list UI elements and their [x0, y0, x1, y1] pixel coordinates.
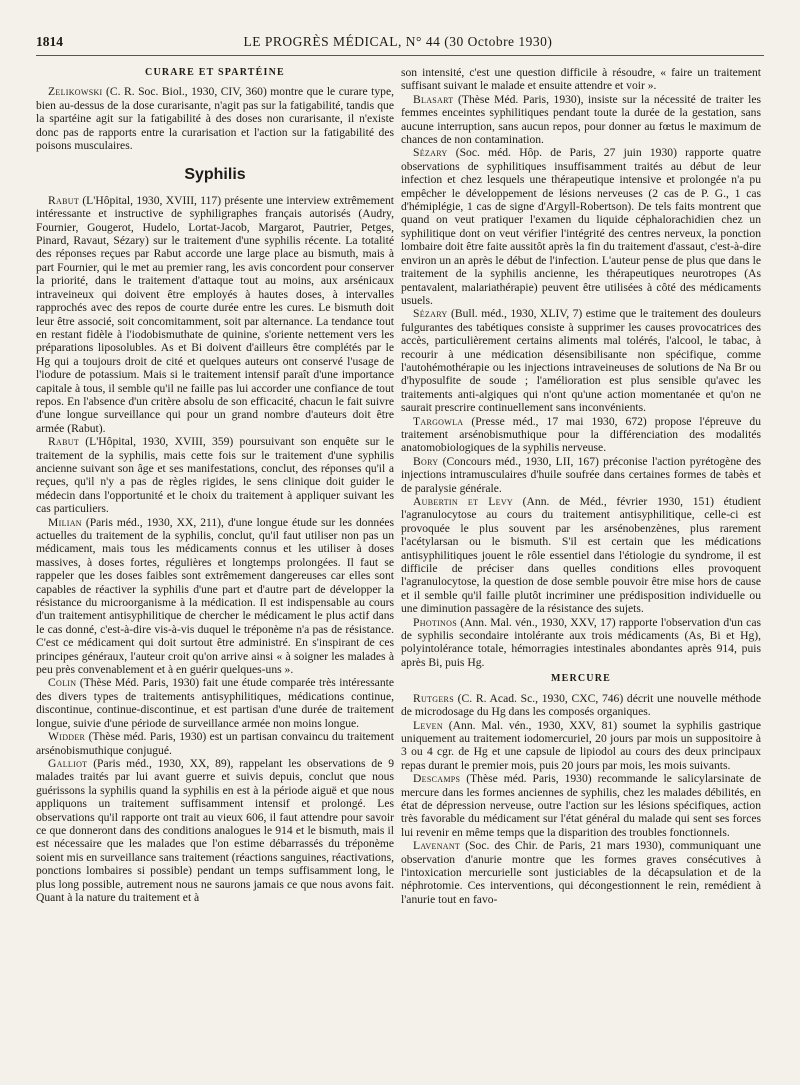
author-name: Galliot — [48, 756, 88, 770]
paragraph-text: (Soc. méd. Hôp. de Paris, 27 juin 1930) rapporte quatre observations de syphilitiques insuffisamment traités au début de leur infection et chez lesquels une thérapeutique intensive et prolongée n'a pu empêcher le développement de lésions nerveuses (2 cas de P. G., 1 cas d'hémiplégie, 1 cas de signe d'Argyll-Robertson). De tels faits montrent que quand on veut pratiquer l'examen du liquide céphalorachidien chez un syphilitique dont on veut vérifier l'intégrité des centres nerveux, la ponction lombaire doit être faite aussitôt après la fin du traitement d'assaut, c'est-à-dire environ un an après le début de l'infection. L'auteur pense de plus que dans le traitement de la syphilis ancienne, les thérapeutiques neurotropes (As pentavalent, malariathérapie) peuvent être utilisées à côté des médicaments usuels. — [401, 146, 761, 307]
paragraph-text: (Soc. des Chir. de Paris, 21 mars 1930), communiquant une observation d'anurie montre que les formes graves consécutives à l'intoxication mercurielle sont justiciables de la décapsulation et de la néphrotomie. Ces interventions, qui décongestionnent le rein, remédient à l'anurie tout en favo- — [401, 839, 761, 906]
section-heading-syphilis: Syphilis — [184, 166, 246, 184]
paragraph-text: (C. R. Soc. Biol., 1930, CIV, 360) montre que le curare type, bien au-dessus de la dose curarisante, n'agit pas sur la fatigabilité, tandis que la spartéine agit sur la fatigabilité à des doses non curarisante, il n'existe donc pas de rapports entre la curarisation et l'action sur la fatigabilité des poisons musculaires. — [36, 85, 394, 153]
author-name: Milian — [48, 515, 82, 529]
author-name: Widder — [48, 730, 86, 744]
paragraph-text: (Thèse Méd. Paris, 1930), insiste sur la nécessité de traiter les femmes enceintes syphilitiques pendant toute la durée de la gestation, sans aucune interruption, sans aucun repos, pour donner au fœtus le maximum de chances de non contamination. — [401, 92, 761, 147]
paragraph — [401, 146, 761, 307]
page-header — [34, 32, 762, 52]
author-name: Rabut — [48, 193, 80, 207]
author-name: Blasart — [413, 92, 454, 106]
paragraph-text: (Concours méd., 1930, LII, 167) préconise l'action pyrétogène des injections intramusculaires d'huile soufrée dans certaines formes de tabès et de paralysie générale. — [401, 454, 761, 495]
paragraph — [36, 85, 394, 152]
paragraph — [401, 307, 761, 414]
paragraph — [36, 435, 394, 515]
paragraph — [36, 730, 394, 757]
paragraph — [36, 516, 394, 677]
page-number: 1814 — [36, 34, 63, 49]
paragraph-text: (Thèse méd. Paris, 1930) recommande le salicylarsinate de mercure dans les formes anciennes de syphilis, chez les malades débilités, en état de dépression nerveuse, outre l'action sur les lésions spécifiques, action très favorable du médicament sur l'état général du malade qui sent ses forces lui revenir en même temps que la disparition des troubles fonctionnels. — [401, 772, 761, 839]
header-rule — [36, 55, 764, 56]
paragraph-text: (Thèse méd. Paris, 1930) est un partisan convaincu du traitement arsénobismuthique conjugué. — [36, 730, 394, 757]
paragraph-text: (Paris méd., 1930, XX, 89), rappelant les observations de 9 malades traités par lui avant guerre et suivis depuis, conclut que nous guérissons la syphilis quand la syphilis en est à la période aiguë et que nous appliquons un traitement suffisamment intensif et prolongé. Les observations qu'il rapporte ont trait au vieux 606, il faut attendre pour savoir ce que donneront dans des conditions analogues le 914 et le bismuth, mais il est nécessaire que les malades que l'on estime débarrassés du tréponème soient mis en surveillance sans traitement (réactions sanguines, réactivations, ponctions lombaires si possible) pendant un temps suffisamment long, le plus long possible, autrement nous ne saurons jamais ce que nous avons fait. Quant à la nature du traitement et à — [36, 756, 395, 904]
paragraph — [401, 839, 761, 906]
author-name: Bory — [413, 454, 439, 468]
section-heading-mercure: MERCURE — [550, 673, 612, 685]
author-name: Zelikowski — [48, 85, 103, 99]
paragraph-text: (Bull. méd., 1930, XLIV, 7) estime que le traitement des douleurs fulgurantes des tabétiques consiste à supprimer les causes provocatrices des accès, particulièrement certains aliments mal tolérés, l'alcool, le tabac, à recourir à une médication désensibilisante non spécifique, comme l'autohémothérapie ou les injections intraveineuses de solutions de Na Br ou d'hyposulfite de soude ; l'amélioration est plus sensible qu'avec les traitements anti-algiques qui n'ont qu'une action momentanée et qu'on ne saurait prescrire continuellement sans inconvénients. — [401, 307, 761, 415]
paragraph — [401, 719, 761, 773]
paragraph-text: (L'Hôpital, 1930, XVIII, 117) présente une interview extrêmement intéressante et instructive de syphiligraphes français autorisés (Audry, Fournier, Gougerot, Hudelo, Lortat-Jacob, Margarot, Pautrier, Petges, Pinard, Ravaut, Sézary) sur le traitement d'une syphilis récente. La totalité des réponses reçues par Rabut accorde une large place au bismuth, mais à part Fournier, qui le met au premier rang, les avis concordent pour conserver la priorité, dans le traitement d'attaque tout au moins, aux arsénicaux intraveineux qui doivent être employés à hautes doses, à intervalles rapprochés avec des repos de courte durée entre les cures. Le bismuth doit leur être associé, soit concomitamment, soit par alternance. La tendance tout en restant fidèle à l'iodobismuthate de quinine, s'oriente nettement vers les préparations liposolubles. As et Bi doivent d'ailleurs être complétés par le Hg qui a toujours droit de cité et quelques auteurs ont conservé l'usage de l'iodure de potassium. Mais si le traitement intensif paraît d'une importance capitale à tous, il semble qu'il ne faille pas lui accorder une confiance de tout repos. En l'absence d'un critère absolu de son efficacité, chacun le fait suivre d'une longue surveillance qui pour un grand nombre d'auteurs doit être armée (Rabut). — [36, 193, 394, 435]
paragraph-text: (Ann. de Méd., février 1930, 151) étudient l'agranulocytose au cours du traitement antisyphilitique, celle-ci est provoquée le plus souvent par les arsénobenzènes, plus rarement l'acétylarsan ou le bismuth. S'il est certain que les médications antisyphilitiques jouent le rôle essentiel dans l'étiologie du syndrome, il est difficile de préciser dans quelles conditions elles provoquent l'agranulocytose, la question de dose semble pouvoir être mise hors de cause et il semble qu'il faille plutôt incriminer une prédisposition individuelle ou une diminution passagère de la résistance des sujets. — [401, 495, 761, 616]
paragraph — [401, 616, 761, 670]
author-name: Photinos — [413, 615, 457, 629]
author-name: Rabut — [48, 435, 80, 449]
paragraph — [36, 757, 394, 904]
paragraph — [401, 495, 761, 616]
paragraph — [401, 93, 761, 147]
paragraph — [401, 455, 761, 495]
section-heading-curare: CURARE ET SPARTÉINE — [145, 67, 285, 78]
author-name: Rutgers — [413, 691, 454, 705]
paragraph-text: (Paris méd., 1930, XX, 211), d'une longue étude sur les données actuelles du traitement de la syphilis, conclut, qu'il faut utiliser non pas un médicament, mais tous les médicaments connus et les utiliser à doses massives, à doses fortes, régulières et longtemps prolongées. Il faut se rappeler que les doses faibles sont extrêmement dangereuses car elles sont capables de réactiver la syphilis d'une part et d'autre part de développer la résistance du microorganisme à la médication. Il est indispensable au cours d'un traitement antisyphilitique de chercher le médicament le plus actif dans le cas donné, c'est-à-dire vis-à-vis duquel le tréponème n'a pas de résistance. C'est ce médicament qui doit surtout être administré. En s'inspirant de ces principes généraux, l'auteur croit qu'on arrive ainsi « à soigner les malades à peu près convenablement et à en guérir quelques-uns ». — [36, 515, 394, 677]
paragraph-text: (L'Hôpital, 1930, XVIII, 359) poursuivant son enquête sur le traitement de la syphilis, mais cette fois sur le traitement d'une syphilis ancienne suivant son âge et ses manifestations, conclut, des réponses qu'il a reçues, qu'il n'y a pas de règles rigides, le sens clinique doit guider le médecin dans l'opportunité et le choix du traitement à appliquer suivant les cas particuliers. — [36, 435, 394, 516]
left-column — [36, 64, 394, 904]
paragraph-text: (Ann. Mal. vén., 1930, XXV, 17) rapporte l'observation d'un cas de syphilis secondaire intolérante aux trois médicaments (As, Bi et Hg), polyintolérance totale, hémorragies intestinales abondantes après 914, puis après Bi, puis Hg. — [401, 615, 761, 669]
author-name: Aubertin et Levy — [413, 495, 513, 508]
author-name: Lavenant — [413, 839, 461, 853]
paragraph-text: (Thèse Méd. Paris, 1930) fait une étude comparée très intéressante des divers types de traitements antisyphilitiques, médications continue, discontinue, continue-discontinue, et est partisan d'une durée de traitement longue, suivie d'une période de surveillance armée non moins longue. — [36, 676, 394, 730]
author-name: Colin — [48, 676, 77, 690]
paragraph-text: (C. R. Acad. Sc., 1930, CXC, 746) décrit une nouvelle méthode de microdosage du Hg dans les composés organiques. — [401, 691, 761, 719]
paragraph — [401, 772, 761, 839]
paragraph — [401, 692, 761, 719]
paragraph-continued: son intensité, c'est une question difficile à résoudre, « faire un traitement suffisant suivant le malade et ensuite attendre et voir ». — [401, 66, 761, 93]
paragraph-text: (Presse méd., 17 mai 1930, 672) propose l'épreuve du traitement arsénobismuthique pour la différenciation des modalités anatomobiologiques de la syphilis nerveuse. — [401, 414, 761, 455]
author-name: Leven — [413, 718, 443, 732]
author-name: Sézary — [413, 307, 448, 321]
paragraph — [401, 415, 761, 455]
author-name: Sézary — [413, 146, 448, 160]
author-name: Targowla — [413, 414, 464, 428]
paragraph — [36, 676, 394, 730]
paragraph — [36, 194, 394, 435]
paragraph-text: (Ann. Mal. vén., 1930, XXV, 81) soumet la syphilis gastrique uniquement au traitement iodomercuriel, 20 jours par mois un suppositoire à 3 ou 4 cgr. de Hg et une capsule de lipiodol au cours des deux principaux repas durant le premier mois, puis 20 jours par mois, les mois suivants. — [401, 718, 761, 772]
author-name: Descamps — [413, 772, 461, 786]
running-title: LE PROGRÈS MÉDICAL, N° 44 (30 Octobre 1930) — [243, 34, 553, 49]
right-column — [401, 66, 761, 906]
